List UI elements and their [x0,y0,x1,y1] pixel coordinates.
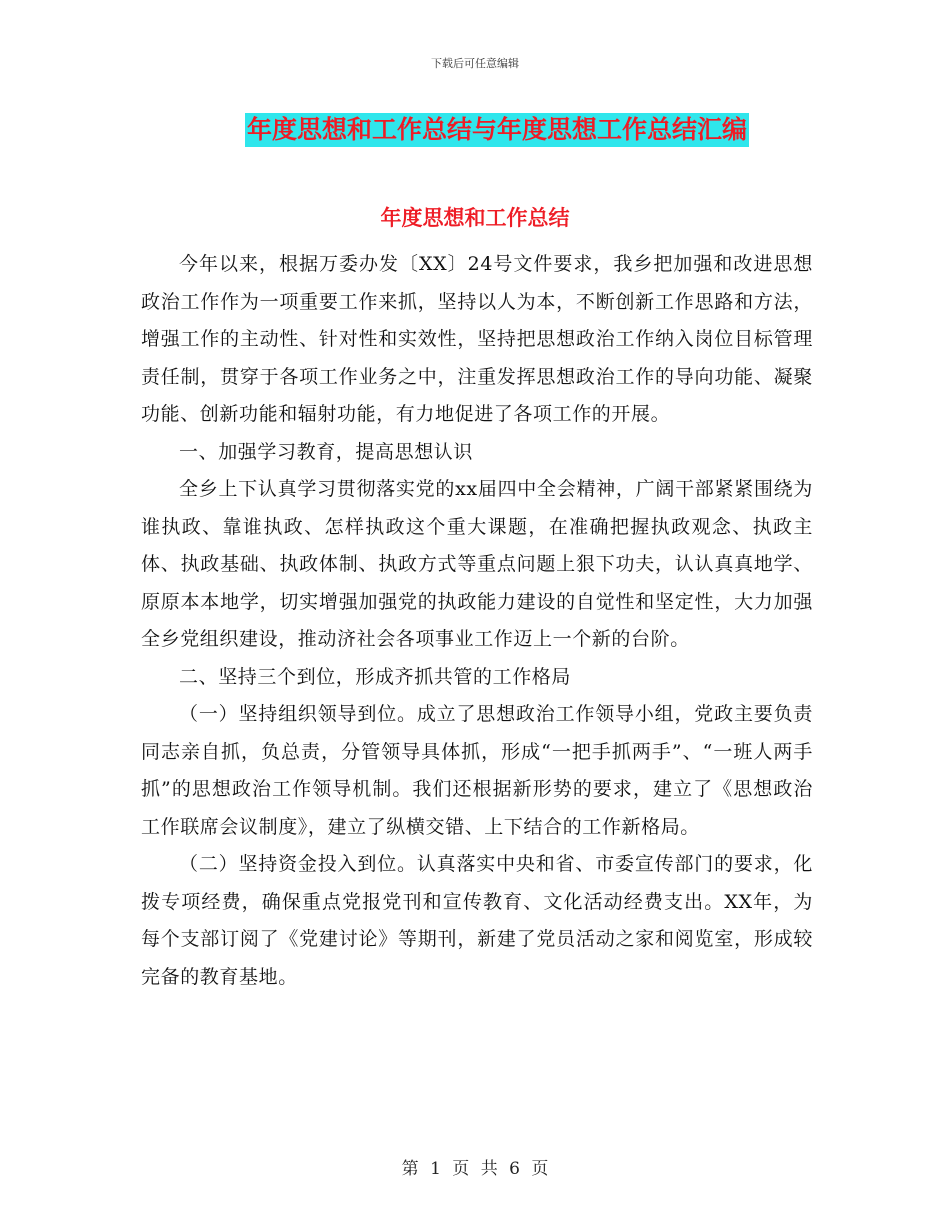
page-footer: 第 1 页 共 6 页 [401,1159,549,1179]
header-note: 下载后可任意编辑 [431,57,519,70]
paragraph-funding: （二）坚持资金投入到位。认真落实中央和省、市委宣传部门的要求，化拨专项经费，确保重点党报党刊和宣传教育、文化活动经费支出。XX年，为每个支部订阅了《党建讨论》等期刊，新建了党员活动之家和阅览室，形成较完备的教育基地。 [141,853,813,988]
heading-1: 一、加强学习教育，提高思想认识 [179,440,474,463]
paragraph-intro: 今年以来，根据万委办发〔XX〕24号文件要求，我乡把加强和改进思想政治工作作为一项重要工作来抓，坚持以人为本，不断创新工作思路和方法，增强工作的主动性、针对性和实效性，坚持把思想政治工作纳入岗位目标管理责任制，贯穿于各项工作业务之中，注重发挥思想政治工作的导向功能、凝聚功能、创新功能和辐射功能，有力地促进了各项工作的开展。 [141,253,813,425]
section-title: 年度思想和工作总结 [380,206,570,230]
paragraph-study: 全乡上下认真学习贯彻落实党的xx届四中全会精神，广阔干部紧紧围绕为谁执政、靠谁执政、怎样执政这个重大课题，在准确把握执政观念、执政主体、执政基础、执政体制、执政方式等重点问题上狠下功夫，认认真真地学、原原本本地学，切实增强加强党的执政能力建设的自觉性和坚定性，大力加强全乡党组织建设，推动济社会各项事业工作迈上一个新的台阶。 [141,478,813,650]
document-body [141,246,813,996]
heading-2: 二、坚持三个到位，形成齐抓共管的工作格局 [179,665,572,688]
paragraph-leadership: （一）坚持组织领导到位。成立了思想政治工作领导小组，党政主要负责同志亲自抓，负总责，分管领导具体抓，形成“一把手抓两手”、“一班人两手抓”的思想政治工作领导机制。我们还根据新形势的要求，建立了《思想政治工作联席会议制度》，建立了纵横交错、上下结合的工作新格局。 [141,703,813,838]
document-title-container [0,113,950,147]
document-title: 年度思想和工作总结与年度思想工作总结汇编 [245,113,749,147]
